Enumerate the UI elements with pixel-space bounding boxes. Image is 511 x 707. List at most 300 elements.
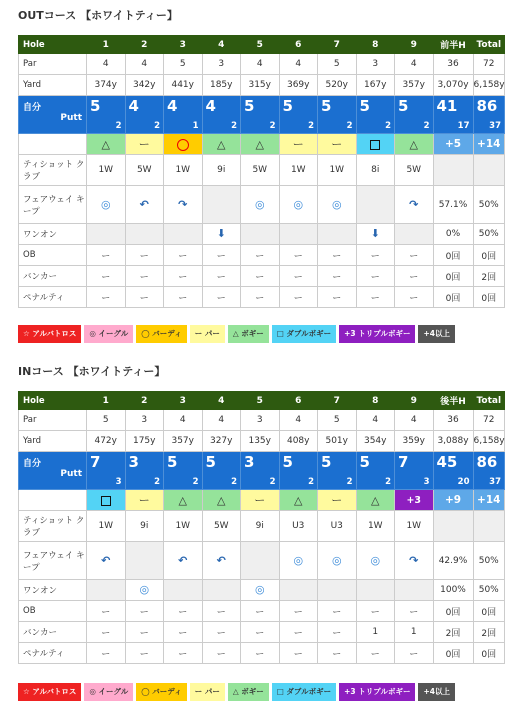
fairway-cell xyxy=(318,542,357,580)
green-on-cell xyxy=(395,580,434,601)
ob-cell: ー xyxy=(395,245,434,266)
result-mark-text: ー xyxy=(138,494,150,507)
fairway-cell xyxy=(164,542,203,580)
fairway-center-icon: ◎ xyxy=(331,553,342,567)
fairway-cell xyxy=(356,542,395,580)
tee-club-label: ティショット クラブ xyxy=(19,155,87,186)
ob-cell: ー xyxy=(164,601,203,622)
penalty-cell: ー xyxy=(164,287,203,308)
legend-eagle: ◎ イーグル xyxy=(84,683,133,701)
yard-cell: 167y xyxy=(356,75,395,96)
penalty-cell: ー xyxy=(279,643,318,664)
ob-cell: ー xyxy=(279,601,318,622)
fairway-cell xyxy=(395,542,434,580)
penalty-cell: ー xyxy=(356,643,395,664)
result-mark-bogey xyxy=(202,490,241,511)
putts-value: 2 xyxy=(115,121,122,131)
legend-bogey: △ ボギー xyxy=(228,325,269,343)
result-mark-par xyxy=(125,490,164,511)
result-mark-bogey xyxy=(202,134,241,155)
yard-cell: 408y xyxy=(279,431,318,452)
putts-value: 2 xyxy=(192,477,199,487)
yard-cell: 315y xyxy=(241,75,280,96)
ob-cell: ー xyxy=(87,601,126,622)
out-course-section xyxy=(18,6,504,308)
green-on-row xyxy=(19,580,505,601)
putts-value: 2 xyxy=(423,121,430,131)
penalty-cell: ー xyxy=(202,643,241,664)
ob-cell: ー xyxy=(241,601,280,622)
fairway-center-icon: ◎ xyxy=(139,583,150,596)
ob-cell: ー xyxy=(279,245,318,266)
yard-label: Yard xyxy=(19,75,87,96)
result-mark-par xyxy=(318,490,357,511)
strokes-subtotal: 41 xyxy=(436,97,458,115)
fairway-cell xyxy=(202,186,241,224)
fairway-cell xyxy=(279,186,318,224)
par-cell: 3 xyxy=(202,54,241,75)
result-mark-par xyxy=(318,134,357,155)
bunker-total: 2回 xyxy=(473,266,505,287)
ob-cell: ー xyxy=(125,601,164,622)
hole-number: 8 xyxy=(356,36,395,54)
hole-number: 2 xyxy=(125,36,164,54)
fairway-cell xyxy=(87,542,126,580)
yard-cell: 520y xyxy=(318,75,357,96)
score-subtotal xyxy=(433,452,473,490)
miss-right-arrow-icon: ↷ xyxy=(409,197,419,211)
putts-value: 2 xyxy=(154,477,160,487)
green-on-cell xyxy=(318,224,357,245)
double-bogey-square-icon xyxy=(370,140,380,150)
score-cell xyxy=(318,452,357,490)
tee-club-subtotal xyxy=(433,155,473,186)
legend-birdie: ◯ バーディ xyxy=(136,683,186,701)
putts-value: 2 xyxy=(346,477,353,487)
putts-value: 2 xyxy=(308,477,314,487)
par-cell: 4 xyxy=(202,410,241,431)
result-mark-label xyxy=(19,134,87,155)
bunker-cell: ー xyxy=(395,266,434,287)
strokes-value: 5 xyxy=(167,453,178,471)
putts-value: 3 xyxy=(115,477,122,487)
ob-cell: ー xyxy=(202,245,241,266)
green-on-cell xyxy=(241,580,280,601)
strokes-value: 5 xyxy=(359,453,370,471)
bunker-label: バンカー xyxy=(19,622,87,643)
result-mark-par xyxy=(125,134,164,155)
hole-number: 6 xyxy=(279,392,318,410)
tee-club-cell: 1W xyxy=(356,511,395,542)
bunker-cell: ー xyxy=(87,622,126,643)
ob-cell: ー xyxy=(87,245,126,266)
legend-triple: +3 トリプルボギー xyxy=(339,683,415,701)
result-mark-text: △ xyxy=(217,493,226,507)
ob-row xyxy=(19,245,505,266)
legend-double: □ ダブルボギー xyxy=(272,683,336,701)
par-cell: 4 xyxy=(125,54,164,75)
total-header: Total xyxy=(473,392,505,410)
par-cell: 4 xyxy=(279,410,318,431)
green-on-total: 50% xyxy=(473,224,505,245)
par-total: 72 xyxy=(473,410,505,431)
strokes-value: 5 xyxy=(321,453,332,471)
miss-right-arrow-icon: ↷ xyxy=(178,197,188,211)
green-on-cell xyxy=(125,580,164,601)
bunker-row xyxy=(19,266,505,287)
par-label: Par xyxy=(19,54,87,75)
putts-value: 2 xyxy=(231,121,237,131)
result-mark-text: △ xyxy=(178,493,187,507)
result-mark-text: ー xyxy=(331,138,343,151)
result-mark-birdie xyxy=(164,134,203,155)
strokes-value: 5 xyxy=(282,97,293,115)
tee-club-cell: 9i xyxy=(125,511,164,542)
miss-left-arrow-icon: ↶ xyxy=(101,553,111,567)
putts-value: 2 xyxy=(385,121,391,131)
tee-club-cell: 5W xyxy=(241,155,280,186)
bunker-cell: 1 xyxy=(395,622,434,643)
ob-cell: ー xyxy=(241,245,280,266)
hole-number: 7 xyxy=(318,36,357,54)
yard-subtotal: 3,088y xyxy=(433,431,473,452)
fairway-cell xyxy=(87,186,126,224)
subtotal-header: 後半H xyxy=(433,392,473,410)
miss-left-arrow-icon: ↶ xyxy=(178,553,188,567)
putts-value: 2 xyxy=(308,121,314,131)
result-mark-bogey xyxy=(395,134,434,155)
score-row xyxy=(19,96,505,134)
result-mark-subtotal: +9 xyxy=(433,490,473,511)
par-row xyxy=(19,54,505,75)
hole-number: 5 xyxy=(241,392,280,410)
tee-club-cell: 1W xyxy=(395,511,434,542)
bunker-subtotal: 2回 xyxy=(433,622,473,643)
penalty-cell: ー xyxy=(202,287,241,308)
bunker-cell: ー xyxy=(318,622,357,643)
tee-club-cell: 1W xyxy=(87,511,126,542)
result-mark-row xyxy=(19,490,505,511)
score-cell xyxy=(241,96,280,134)
bunker-row xyxy=(19,622,505,643)
ob-row xyxy=(19,601,505,622)
self-label: 自分 xyxy=(23,103,42,113)
fairway-cell xyxy=(202,542,241,580)
tee-club-cell: 1W xyxy=(164,511,203,542)
par-cell: 4 xyxy=(395,54,434,75)
legend-double: □ ダブルボギー xyxy=(272,325,336,343)
yard-total: 6,158y xyxy=(473,431,505,452)
par-cell: 5 xyxy=(87,410,126,431)
result-mark-triple xyxy=(395,490,434,511)
yard-cell: 501y xyxy=(318,431,357,452)
ob-cell: ー xyxy=(164,245,203,266)
yard-cell: 472y xyxy=(87,431,126,452)
strokes-value: 4 xyxy=(128,97,139,115)
result-mark-text: △ xyxy=(101,137,110,151)
result-mark-bogey xyxy=(241,134,280,155)
fairway-cell xyxy=(241,542,280,580)
penalty-cell: ー xyxy=(395,287,434,308)
bunker-total: 2回 xyxy=(473,622,505,643)
legend-quad: +4以上 xyxy=(418,683,455,701)
par-cell: 4 xyxy=(164,410,203,431)
putts-value: 2 xyxy=(346,121,353,131)
strokes-value: 5 xyxy=(90,97,101,115)
tee-club-cell: 8i xyxy=(356,155,395,186)
bunker-cell: ー xyxy=(87,266,126,287)
result-mark-par xyxy=(241,490,280,511)
ob-cell: ー xyxy=(395,601,434,622)
result-mark-bogey xyxy=(356,490,395,511)
penalty-subtotal: 0回 xyxy=(433,643,473,664)
yard-cell: 185y xyxy=(202,75,241,96)
penalty-cell: ー xyxy=(395,643,434,664)
penalty-cell: ー xyxy=(241,643,280,664)
out-score-legend xyxy=(18,325,508,343)
penalty-cell: ー xyxy=(87,643,126,664)
score-row xyxy=(19,452,505,490)
bunker-subtotal: 0回 xyxy=(433,266,473,287)
hole-number: 2 xyxy=(125,392,164,410)
result-mark-text: △ xyxy=(255,137,264,151)
penalty-row xyxy=(19,287,505,308)
bunker-cell: ー xyxy=(279,266,318,287)
penalty-cell: ー xyxy=(87,287,126,308)
fairway-center-icon: ◎ xyxy=(293,553,304,567)
par-total: 72 xyxy=(473,54,505,75)
putts-value: 2 xyxy=(385,477,391,487)
green-on-cell xyxy=(318,580,357,601)
ob-cell: ー xyxy=(356,245,395,266)
yard-label: Yard xyxy=(19,431,87,452)
putts-value: 2 xyxy=(269,121,276,131)
in-course-title: INコース 【ホワイトティー】 xyxy=(18,365,166,378)
legend-par: ー パー xyxy=(190,325,225,343)
fairway-cell xyxy=(125,542,164,580)
yard-cell: 175y xyxy=(125,431,164,452)
par-cell: 4 xyxy=(241,54,280,75)
fairway-total: 50% xyxy=(473,186,505,224)
par-cell: 4 xyxy=(279,54,318,75)
yard-cell: 359y xyxy=(395,431,434,452)
result-mark-text: ー xyxy=(254,494,266,507)
penalty-subtotal: 0回 xyxy=(433,287,473,308)
strokes-value: 7 xyxy=(398,453,409,471)
strokes-value: 5 xyxy=(359,97,370,115)
bunker-cell: ー xyxy=(279,622,318,643)
strokes-value: 5 xyxy=(282,453,293,471)
score-cell xyxy=(87,452,126,490)
ob-cell: ー xyxy=(318,601,357,622)
green-on-cell xyxy=(87,224,126,245)
fairway-center-icon: ◎ xyxy=(370,553,381,567)
par-cell: 3 xyxy=(125,410,164,431)
par-cell: 5 xyxy=(318,410,357,431)
result-mark-total: +14 xyxy=(473,134,505,155)
result-mark-text: ー xyxy=(292,138,304,151)
green-on-cell xyxy=(202,580,241,601)
fairway-center-icon: ◎ xyxy=(100,197,111,211)
putts-value: 2 xyxy=(154,121,160,131)
putts-total: 37 xyxy=(489,477,501,487)
ob-subtotal: 0回 xyxy=(433,245,473,266)
legend-albatross: ☆ アルバトロス xyxy=(18,683,81,701)
score-cell xyxy=(164,452,203,490)
green-on-cell xyxy=(356,580,395,601)
strokes-value: 4 xyxy=(205,97,216,115)
yard-cell: 369y xyxy=(279,75,318,96)
green-on-cell xyxy=(87,580,126,601)
tee-club-total xyxy=(473,155,505,186)
miss-left-arrow-icon: ↶ xyxy=(139,197,149,211)
result-mark-text: △ xyxy=(294,493,303,507)
penalty-total: 0回 xyxy=(473,643,505,664)
tee-club-cell: 5W xyxy=(125,155,164,186)
par-subtotal: 36 xyxy=(433,54,473,75)
result-mark-text: ー xyxy=(331,494,343,507)
ob-cell: ー xyxy=(125,245,164,266)
hole-number: 9 xyxy=(395,36,434,54)
hole-number: 7 xyxy=(318,392,357,410)
score-subtotal xyxy=(433,96,473,134)
score-cell xyxy=(279,452,318,490)
score-cell xyxy=(202,452,241,490)
penalty-cell: ー xyxy=(164,643,203,664)
ob-total: 0回 xyxy=(473,245,505,266)
strokes-value: 5 xyxy=(205,453,216,471)
ob-cell: ー xyxy=(356,601,395,622)
penalty-cell: ー xyxy=(318,287,357,308)
result-mark-text: △ xyxy=(217,137,226,151)
score-cell xyxy=(395,96,434,134)
header-row xyxy=(19,36,505,54)
result-mark-text: ー xyxy=(138,138,150,151)
header-row xyxy=(19,392,505,410)
short-arrow-icon: ⬇ xyxy=(370,227,380,240)
ob-label: OB xyxy=(19,601,87,622)
score-cell xyxy=(395,452,434,490)
yard-cell: 327y xyxy=(202,431,241,452)
score-total xyxy=(473,96,505,134)
tee-club-row xyxy=(19,511,505,542)
yard-cell: 357y xyxy=(395,75,434,96)
fairway-cell xyxy=(125,186,164,224)
par-cell: 4 xyxy=(356,410,395,431)
strokes-subtotal: 45 xyxy=(436,453,458,471)
green-on-subtotal: 0% xyxy=(433,224,473,245)
green-on-cell xyxy=(279,224,318,245)
legend-par: ー パー xyxy=(190,683,225,701)
putts-subtotal: 20 xyxy=(457,477,470,487)
putts-subtotal: 17 xyxy=(457,121,470,131)
legend-triple: +3 トリプルボギー xyxy=(339,325,415,343)
yard-subtotal: 3,070y xyxy=(433,75,473,96)
green-on-cell xyxy=(125,224,164,245)
strokes-value: 5 xyxy=(398,97,409,115)
ob-subtotal: 0回 xyxy=(433,601,473,622)
score-total xyxy=(473,452,505,490)
hole-number: 3 xyxy=(164,392,203,410)
fairway-total: 50% xyxy=(473,542,505,580)
bunker-cell: ー xyxy=(125,266,164,287)
strokes-total: 86 xyxy=(476,453,498,471)
tee-club-cell: 9i xyxy=(202,155,241,186)
fairway-row xyxy=(19,542,505,580)
tee-club-cell: 9i xyxy=(241,511,280,542)
score-cell xyxy=(241,452,280,490)
self-label: 自分 xyxy=(23,459,42,469)
result-mark-subtotal: +5 xyxy=(433,134,473,155)
yard-row xyxy=(19,75,505,96)
hole-number: 8 xyxy=(356,392,395,410)
green-on-cell xyxy=(164,224,203,245)
tee-club-cell: 1W xyxy=(87,155,126,186)
tee-club-cell: 1W xyxy=(279,155,318,186)
green-on-label: ワンオン xyxy=(19,580,87,601)
bunker-cell: 1 xyxy=(356,622,395,643)
penalty-label: ペナルティ xyxy=(19,287,87,308)
fairway-cell xyxy=(164,186,203,224)
putts-value: 3 xyxy=(423,477,430,487)
bunker-label: バンカー xyxy=(19,266,87,287)
result-mark-double xyxy=(356,134,395,155)
tee-club-cell: 1W xyxy=(164,155,203,186)
par-label: Par xyxy=(19,410,87,431)
fairway-subtotal: 42.9% xyxy=(433,542,473,580)
yard-row xyxy=(19,431,505,452)
hole-number: 9 xyxy=(395,392,434,410)
result-mark-bogey xyxy=(279,490,318,511)
fairway-cell xyxy=(395,186,434,224)
fairway-center-icon: ◎ xyxy=(331,197,342,211)
legend-albatross: ☆ アルバトロス xyxy=(18,325,81,343)
bunker-cell: ー xyxy=(202,266,241,287)
out-course-title: OUTコース 【ホワイトティー】 xyxy=(18,9,178,22)
yard-cell: 374y xyxy=(87,75,126,96)
bunker-cell: ー xyxy=(356,266,395,287)
strokes-value: 4 xyxy=(167,97,178,115)
tee-club-label: ティショット クラブ xyxy=(19,511,87,542)
par-cell: 5 xyxy=(164,54,203,75)
result-mark-par xyxy=(279,134,318,155)
tee-club-cell: U3 xyxy=(279,511,318,542)
fairway-row xyxy=(19,186,505,224)
green-on-total: 50% xyxy=(473,580,505,601)
strokes-total: 86 xyxy=(476,97,498,115)
penalty-cell: ー xyxy=(356,287,395,308)
green-on-row xyxy=(19,224,505,245)
bunker-cell: ー xyxy=(318,266,357,287)
score-cell xyxy=(356,96,395,134)
bunker-cell: ー xyxy=(241,622,280,643)
tee-club-cell: 5W xyxy=(202,511,241,542)
total-header: Total xyxy=(473,36,505,54)
score-cell xyxy=(318,96,357,134)
tee-club-cell: 5W xyxy=(395,155,434,186)
strokes-value: 7 xyxy=(90,453,101,471)
putts-total: 37 xyxy=(489,121,501,131)
miss-right-arrow-icon: ↷ xyxy=(409,553,419,567)
bunker-cell: ー xyxy=(202,622,241,643)
double-bogey-square-icon xyxy=(101,496,111,506)
penalty-cell: ー xyxy=(125,287,164,308)
ob-cell: ー xyxy=(318,245,357,266)
par-cell: 4 xyxy=(87,54,126,75)
strokes-value: 5 xyxy=(321,97,332,115)
in-scorecard-table xyxy=(18,391,505,664)
green-on-cell xyxy=(202,224,241,245)
